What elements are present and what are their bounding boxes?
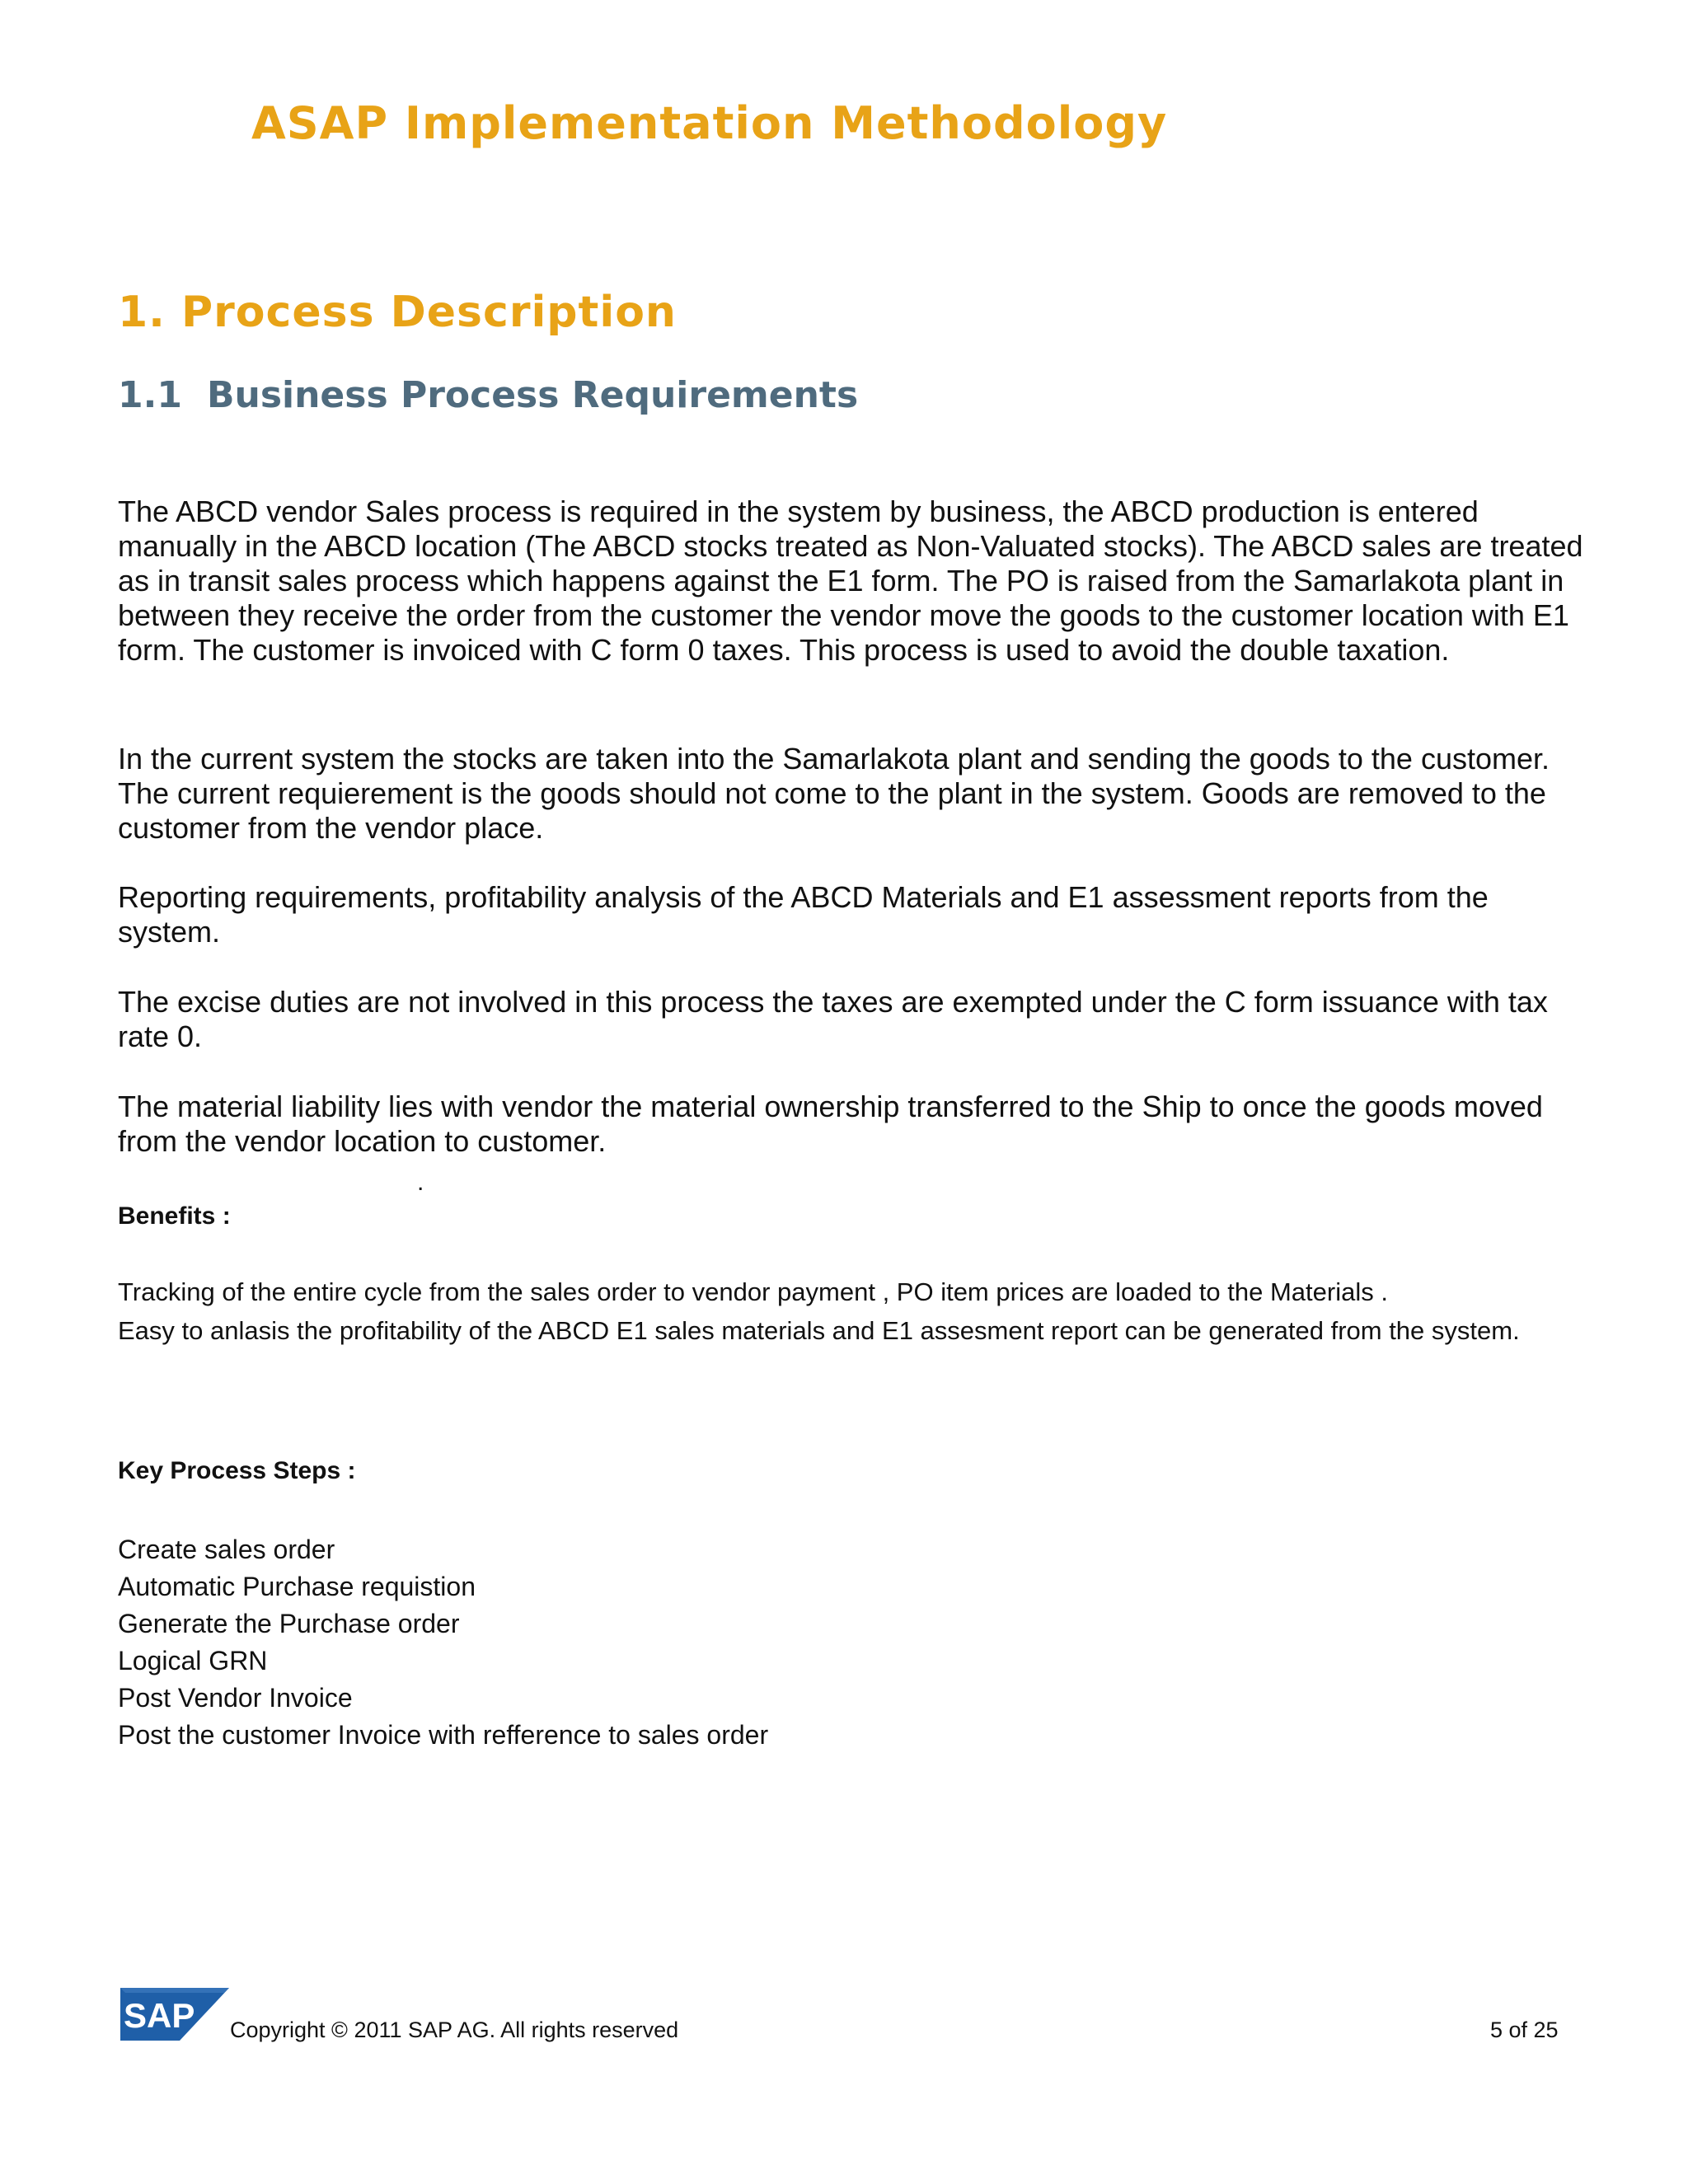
benefit-item: Easy to anlasis the profitability of the ABCD E1 sales materials and E1 assesment report can be generated from the system. xyxy=(118,1316,1520,1345)
sap-logo-text: SAP xyxy=(124,1996,195,2035)
section-heading-number: 1. xyxy=(118,288,166,337)
paragraph: The excise duties are not involved in this process the taxes are exempted under the C form issuance with tax rate 0. xyxy=(118,985,1548,1053)
document-title: ASAP Implementation Methodology xyxy=(251,97,1168,149)
subsection-heading xyxy=(118,374,858,416)
paragraph: The material liability lies with vendor the material ownership transferred to the Ship to once the goods moved from the vendor location to customer. xyxy=(118,1090,1543,1158)
list-item: Post the customer Invoice with refference to sales order xyxy=(118,1720,769,1750)
key-steps-label: Key Process Steps : xyxy=(118,1457,356,1484)
section-heading xyxy=(118,288,677,337)
paragraph: Reporting requirements, profitability analysis of the ABCD Materials and E1 assessment reports from the system. xyxy=(118,880,1489,949)
benefits-label: Benefits : xyxy=(118,1202,231,1230)
sap-logo xyxy=(120,1988,229,2041)
benefit-item: Tracking of the entire cycle from the sales order to vendor payment , PO item prices are loaded to the Materials . xyxy=(118,1277,1388,1306)
key-steps-list xyxy=(118,1531,768,1754)
paragraph: In the current system the stocks are taken into the Samarlakota plant and sending the goods to the customer. The current requierement is the goods should not come to the plant in the system. Goods are removed to the customer from the vendor place. xyxy=(118,742,1550,845)
list-item: Automatic Purchase requistion xyxy=(118,1572,476,1601)
page-number: 5 of 25 xyxy=(1490,2018,1559,2042)
list-item: Create sales order xyxy=(118,1535,335,1564)
subsection-heading-text: Business Process Requirements xyxy=(206,374,859,416)
footer-copyright: Copyright © 2011 SAP AG. All rights reserved xyxy=(230,2018,679,2042)
paragraph: The ABCD vendor Sales process is required in the system by business, the ABCD production is entered manually in the ABCD location (The ABCD stocks treated as Non-Valuated stocks). The ABCD sales are treated as in transit sales process which happens against the E1 form. The PO is raised from the Samarlakota plant in between they receive the order from the customer the vendor move the goods to the customer location with E1 form. The customer is invoiced with C form 0 taxes. This process is used to avoid the double taxation. xyxy=(118,494,1583,667)
list-item: Post Vendor Invoice xyxy=(118,1683,353,1713)
list-item: Logical GRN xyxy=(118,1646,268,1675)
stray-mark: . xyxy=(417,1169,424,1196)
subsection-heading-number: 1.1 xyxy=(118,374,182,416)
list-item: Generate the Purchase order xyxy=(118,1609,460,1638)
section-heading-text: Process Description xyxy=(181,288,677,337)
